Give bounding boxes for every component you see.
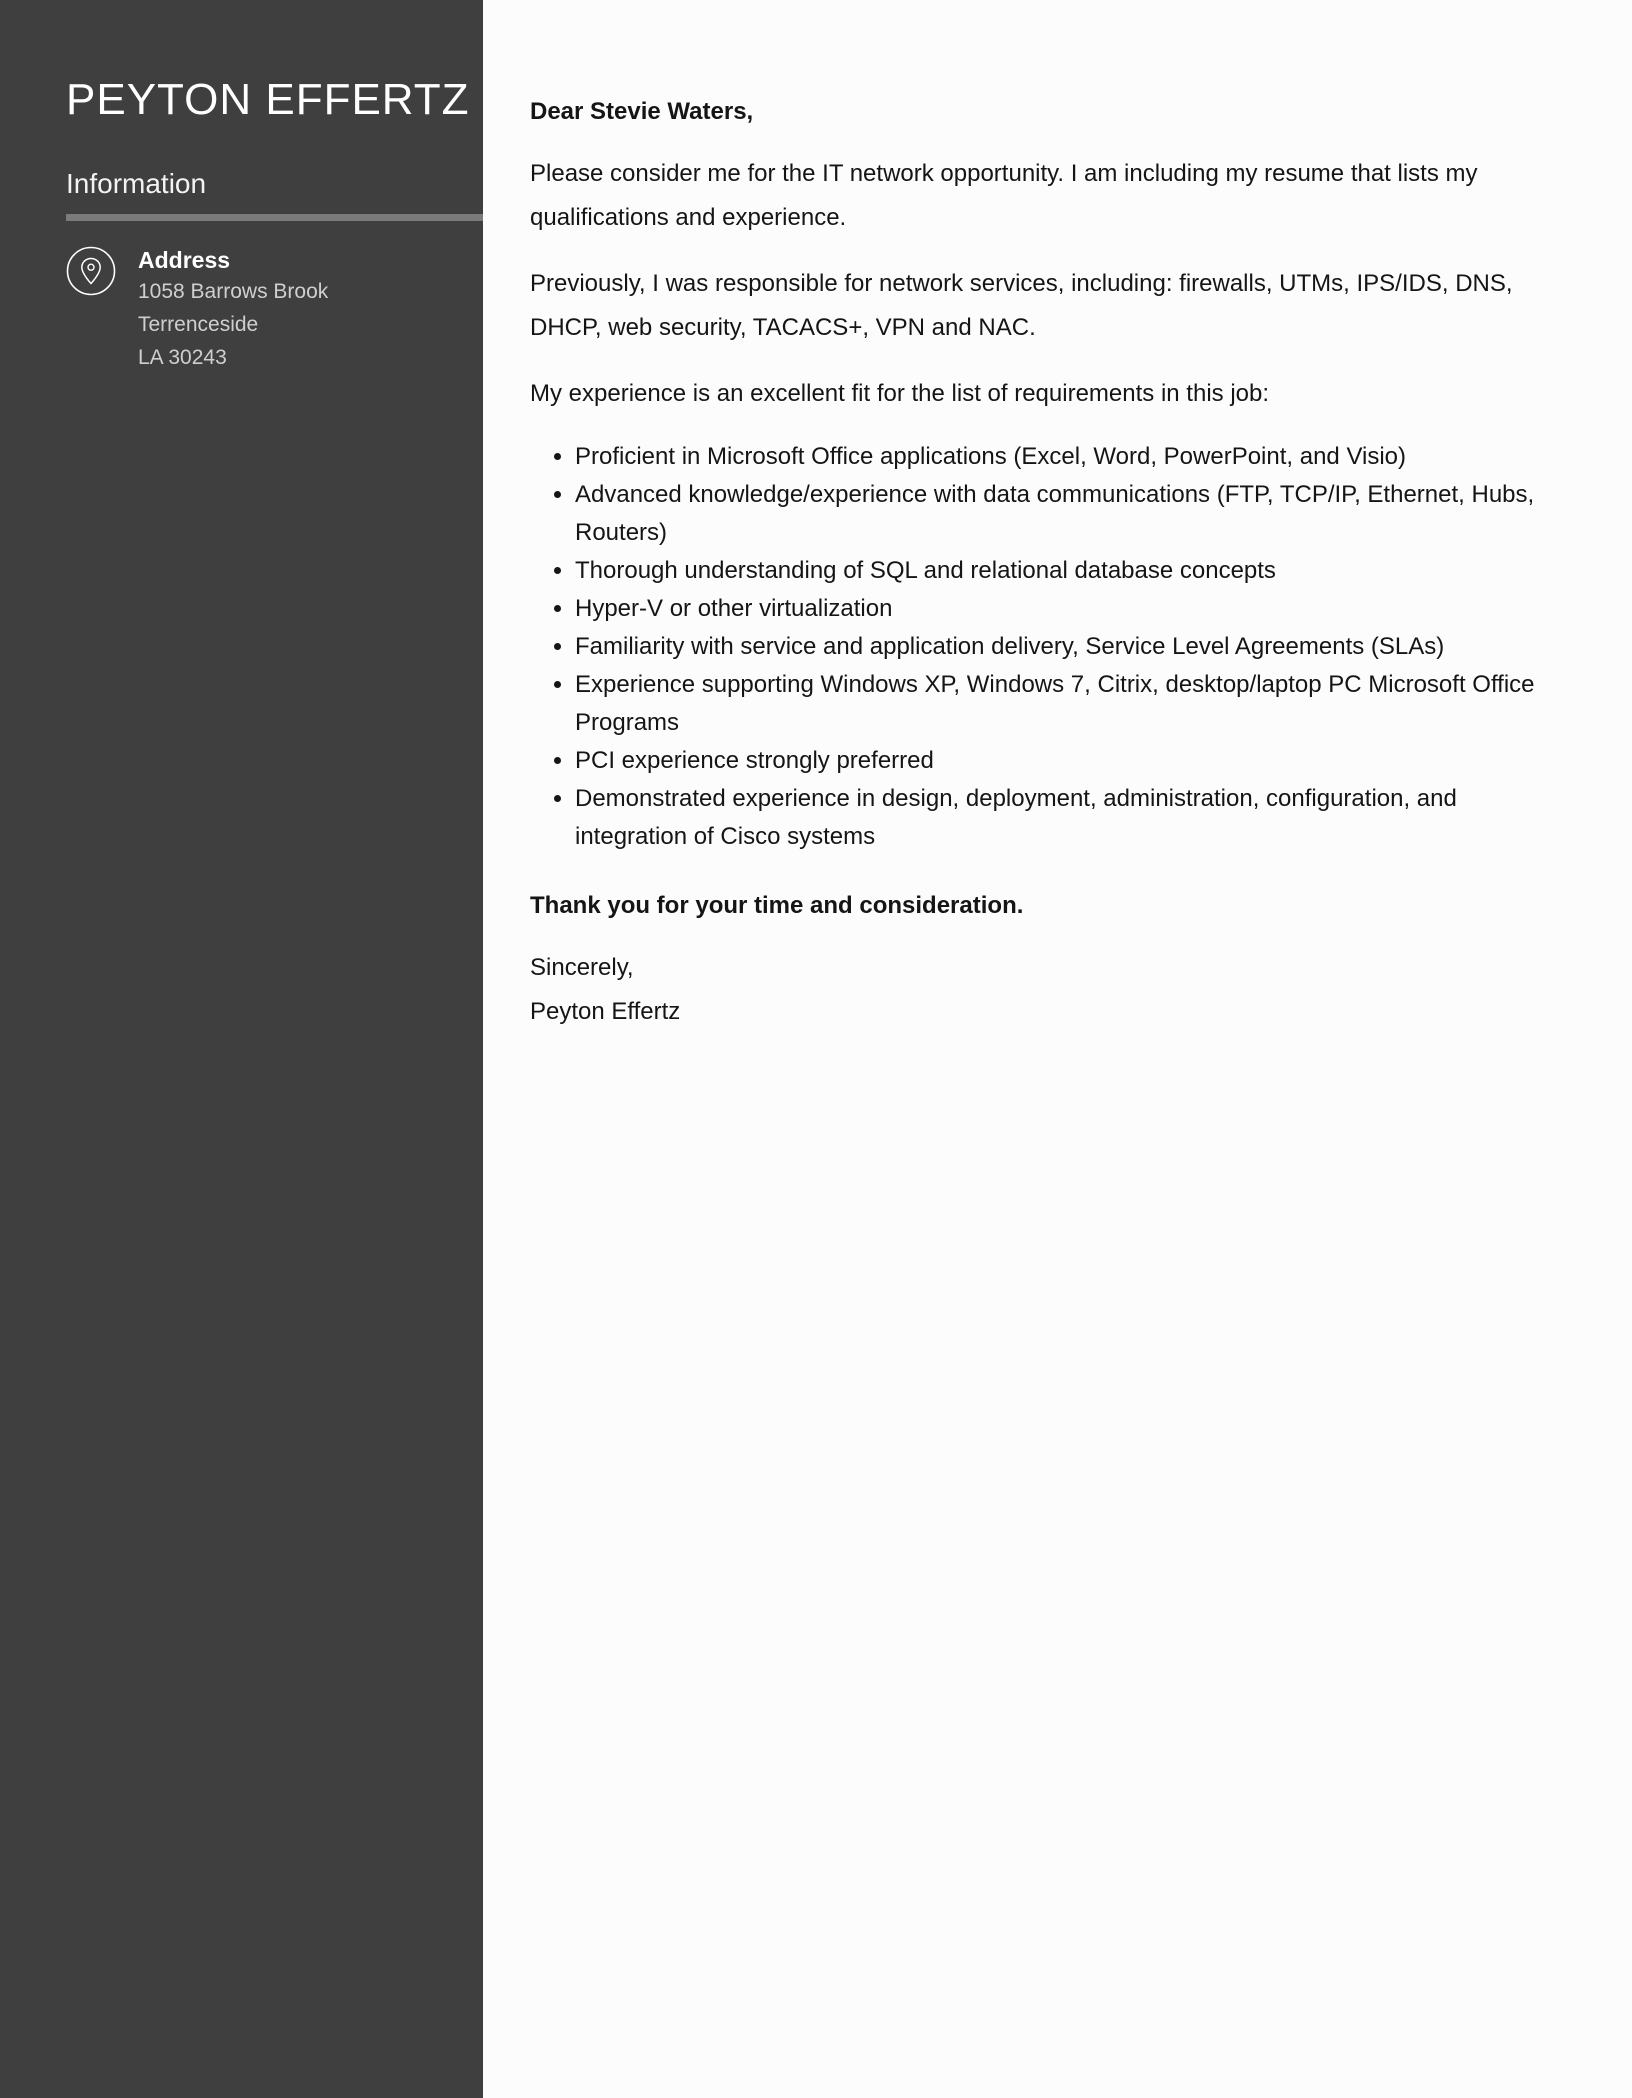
requirement-item: • Advanced knowledge/experience with data communications (FTP, TCP/IP, Ethernet, Hubs, Routers) (575, 476, 1572, 552)
letter-paragraph: Please consider me for the IT network opportunity. I am including my resume that lists my qualifications and experience. (530, 160, 1478, 231)
letter-body (483, 0, 1632, 2098)
requirement-item: • Experience supporting Windows XP, Windows 7, Citrix, desktop/laptop PC Microsoft Office Programs (575, 666, 1572, 742)
address-text (138, 246, 328, 374)
information-section-title: Information (66, 168, 207, 199)
address-label: Address (138, 247, 231, 273)
section-divider (66, 214, 483, 221)
requirement-item: • Thorough understanding of SQL and relational database concepts (575, 552, 1572, 590)
address-line-3: LA 30243 (138, 346, 227, 369)
letter-signoff: Sincerely, (530, 954, 634, 981)
sidebar (0, 0, 483, 2098)
requirement-item: • Hyper-V or other virtualization (575, 590, 1572, 628)
requirement-item: • PCI experience strongly preferred (575, 742, 1572, 780)
requirement-item: • Demonstrated experience in design, deployment, administration, configuration, and integration of Cisco systems (575, 780, 1572, 856)
letter-closing: Thank you for your time and consideration. (530, 892, 1024, 919)
address-line-2: Terrenceside (138, 313, 259, 336)
requirement-item: • Proficient in Microsoft Office applications (Excel, Word, PowerPoint, and Visio) (575, 438, 1572, 476)
letter-paragraph: Previously, I was responsible for network services, including: firewalls, UTMs, IPS/IDS, DNS, DHCP, web security, TACACS+, VPN and NAC. (530, 270, 1513, 341)
address-info (66, 246, 483, 374)
address-line-1: 1058 Barrows Brook (138, 280, 329, 303)
requirements-list (530, 438, 1572, 856)
requirement-item: • Familiarity with service and application delivery, Service Level Agreements (SLAs) (575, 628, 1572, 666)
letter-signature: Peyton Effertz (530, 998, 681, 1025)
location-pin-icon (66, 246, 116, 296)
letter-paragraph: My experience is an excellent fit for the list of requirements in this job: (530, 380, 1270, 407)
letter-greeting: Dear Stevie Waters, (530, 98, 754, 125)
applicant-name: PEYTON EFFERTZ (66, 75, 470, 124)
